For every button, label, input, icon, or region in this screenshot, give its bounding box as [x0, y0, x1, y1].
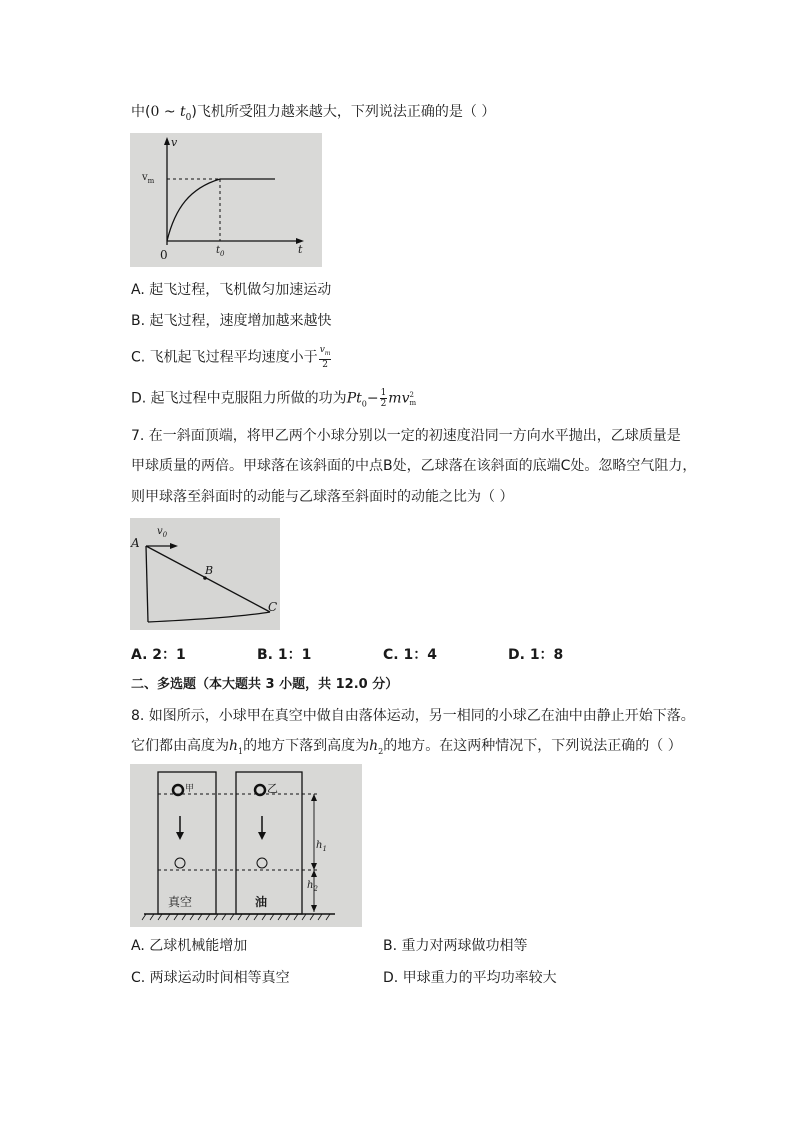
- graph-t0-label: $t_0$: [216, 245, 225, 258]
- q8-stem-line1: 8. 如图所示，小球甲在真空中做自由落体运动，另一相同的小球乙在油中由静止开始下落。: [131, 708, 695, 724]
- incline-point-c: C: [268, 600, 278, 614]
- h1-label: $h_1$: [316, 840, 327, 853]
- q8-falling-balls-figure: [130, 764, 362, 927]
- q8-option-a: A. 乙球机械能增加: [131, 938, 248, 954]
- q8-option-d: D. 甲球重力的平均功率较大: [383, 970, 557, 986]
- q7-stem-line1: 7. 在一斜面顶端，将甲乙两个小球分别以一定的初速度沿同一方向水平抛出，乙球质量是: [131, 428, 681, 444]
- incline-v0-label: $v_0$: [157, 526, 168, 539]
- section-title-multiple-choice: 二、多选题（本大题共 3 小题，共 12.0 分）: [131, 677, 399, 692]
- graph-v-axis-label: v: [171, 136, 178, 149]
- q6-option-c: C. 飞机起飞过程平均速度小于 $\frac{v_m}{2}$: [131, 345, 331, 370]
- h2-label: $h_2$: [307, 880, 318, 893]
- ball-jia-label: 甲: [185, 784, 195, 794]
- oil-label: 油: [255, 895, 268, 909]
- vacuum-label: 真空: [168, 895, 193, 909]
- fraction-vm-over-2: $\frac{v_m}{2}$: [319, 345, 331, 370]
- graph-origin-label: 0: [160, 248, 168, 262]
- q7-stem-line3: 则甲球落至斜面时的动能与乙球落至斜面时的动能之比为（ ）: [131, 489, 514, 505]
- q8-option-c: C. 两球运动时间相等真空: [131, 970, 290, 986]
- fraction-one-half: $\frac{1}{2}$: [380, 388, 387, 409]
- q6-stem: 中(0 ~ $t_0$)飞机所受阻力越来越大，下列说法正确的是（ ）: [131, 104, 496, 123]
- q7-stem-line2: 甲球质量的两倍。甲球落在该斜面的中点B处，乙球落在该斜面的底端C处。忽略空气阻力，: [131, 458, 697, 474]
- q7-option-a: A. 2：1: [131, 647, 186, 663]
- graph-t-axis-label: t: [298, 243, 303, 256]
- q7-incline-figure: [130, 518, 280, 630]
- q6-vt-graph: [130, 133, 322, 267]
- q8-option-b: B. 重力对两球做功相等: [383, 938, 528, 954]
- q7-option-c: C. 1：4: [383, 647, 437, 663]
- incline-point-b: B: [205, 564, 214, 577]
- q6-option-d: D. 起飞过程中克服阻力所做的功为$Pt_0-$ $\frac{1}{2}$ mv 2 m: [131, 388, 417, 409]
- q7-option-b: B. 1：1: [257, 647, 312, 663]
- ball-yi-label: 乙: [267, 782, 278, 795]
- q6-option-a: A. 起飞过程，飞机做匀加速运动: [131, 282, 332, 298]
- q7-option-d: D. 1：8: [508, 647, 564, 663]
- incline-point-a: A: [131, 536, 140, 550]
- graph-vm-label: $v_m$: [142, 172, 155, 185]
- q8-stem-line2: 它们都由高度为$h_1$的地方下落到高度为$h_2$的地方。在这两种情况下，下列说法正确的（ ）: [131, 738, 682, 756]
- q6-option-b: B. 起飞过程，速度增加越来越快: [131, 313, 332, 329]
